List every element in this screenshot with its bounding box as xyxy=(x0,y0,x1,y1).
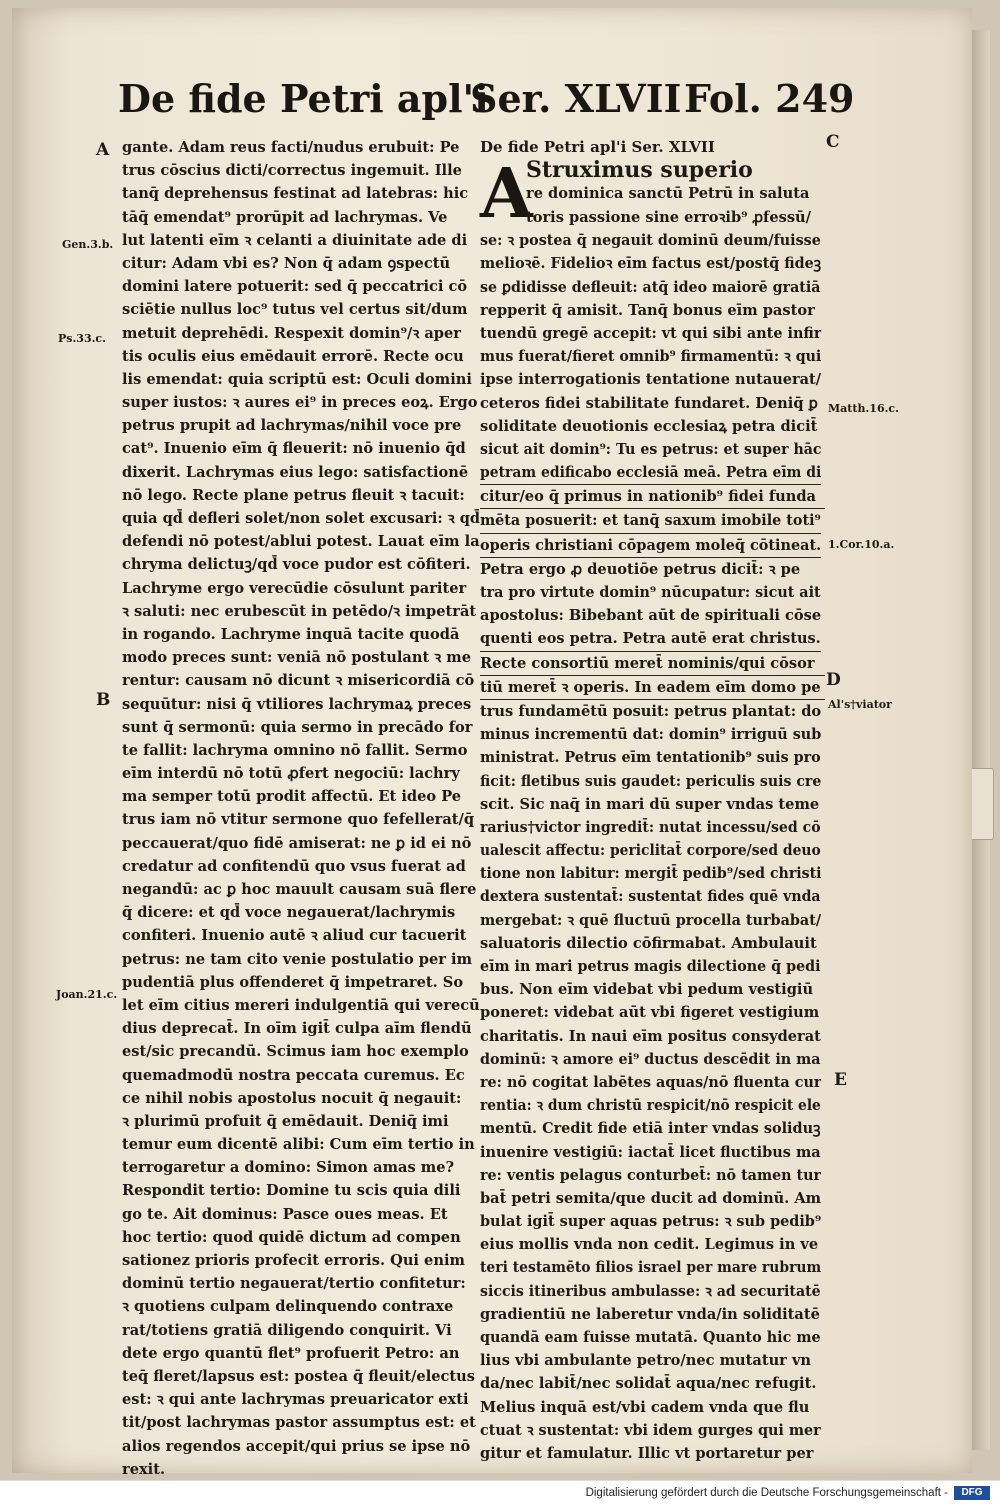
right-text-line: charitatis. In naui eīm positus consyderat xyxy=(480,1027,821,1045)
left-text-line: rexit. xyxy=(122,1460,166,1478)
opening-first-line: Struximus superio xyxy=(526,159,753,183)
right-text-line: bat̄ petri semita/que ducit ad dominū. Am xyxy=(480,1189,821,1207)
right-text-line: apostolus: Bibebant aūt de spirituali cōse xyxy=(480,607,822,625)
right-text-line: mēta posuerit: et tanq̄ saxum imobile toti⁹ xyxy=(480,509,821,533)
left-text-line: teq̄ fleret/lapsus est: postea q̄ fleuit/electus xyxy=(122,1367,475,1385)
left-text-line: ce nihil nobis apostolus nocuit q̄ negauit: xyxy=(122,1089,462,1107)
right-text-line: mentū. Credit fide etiā inter vndas soliduꝫ xyxy=(480,1120,821,1138)
left-text-line: alios regendos accepit/qui prius se ipse nō xyxy=(122,1437,471,1455)
left-text-line: dominū tertio negauerat/tertio confitetur: xyxy=(122,1275,466,1293)
digitization-footer xyxy=(0,1480,1000,1506)
right-text-line: quenti eos petra. Petra autē erat christus. xyxy=(480,627,821,651)
left-text-line: terrogaretur a domino: Simon amas me? xyxy=(122,1159,455,1177)
section-letter-b: B xyxy=(96,690,111,710)
right-text-line: Petra ergo ꝓ deuotiōe petrus dicit̄: ꝛ pe xyxy=(480,560,801,578)
left-text-line: tāq̄ emendat⁹ prorūpit ad lachrymas. Ve xyxy=(122,208,448,226)
left-text-line: eīm interdū nō totū ꝓfert negociū: lachry xyxy=(122,765,460,783)
right-text-line: poneret: videbat aūt vbi figeret vestigium xyxy=(480,1004,820,1022)
left-text-line: q̄ dicere: et qd̄ voce negauerat/lachrymis xyxy=(122,904,456,922)
left-text-line: sequūtur: nisi q̄ vtiliores lachrymaꝝ preces xyxy=(122,695,472,713)
right-text-line: inuenire vestigiū: iactat̄ licet fluctibus ma xyxy=(480,1143,821,1161)
right-text-line: soliditate deuotionis ecclesiaꝝ petra dicit̄ xyxy=(480,417,818,435)
left-text-line: chryma delictuꝫ/qd̄ voce pudor est cōfiteri. xyxy=(122,556,471,574)
left-text-line: rentur: causam nō dicunt ꝛ misericordiā cō xyxy=(122,672,475,690)
margin-note-ps: Ps.33.c. xyxy=(58,332,106,345)
right-text-line: eius mollis vnda non cedit. Legimus in ve xyxy=(480,1236,819,1254)
right-text-line: minus incrementū dat: domin⁹ irriguū sub xyxy=(480,726,822,744)
right-text-line: citur/eo q̄ primus in nationib⁹ fidei funda xyxy=(480,485,825,509)
left-text-line: confiteri. Inuenio autē ꝛ aliud cur tacuerit xyxy=(122,927,467,945)
left-text-line: temur eum dicentē alibi: Cum eīm tertio in xyxy=(122,1136,475,1154)
right-text-column xyxy=(480,136,825,1465)
right-text-line: se ꝑdidisse defleuit: atq̄ ideo maiorē gratiā xyxy=(480,278,821,296)
left-text-line: quia qd̄ defleri solet/non solet excusari: ꝛ qd̄ xyxy=(122,510,480,527)
left-text-line: let eīm citius mereri indulgentiā qui verecū xyxy=(122,996,480,1014)
left-text-line: rat/totiens gratiā diligendo conquirit. Vi xyxy=(122,1321,452,1339)
right-text-line: ualescit affectu: periclitat̄ corpore/sed deuo xyxy=(480,842,821,860)
left-text-line: ꝛ plurimū profuit q̄ emēdauit. Deniq̄ imi xyxy=(122,1112,449,1130)
right-text-line: mus fuerat/fieret omnib⁹ firmamentū: ꝛ qui xyxy=(480,348,822,366)
right-text-line: dominū: ꝛ amore ei⁹ ductus descēdit in ma xyxy=(480,1050,821,1068)
right-text-line: toris passione sine erroꝛib⁹ ꝓfessū/ xyxy=(526,208,811,226)
right-text-line: rarius†victor ingredit̄: nutat incessu/sed cō xyxy=(480,818,821,836)
paper-edge xyxy=(972,30,990,1450)
right-text-line: eīm in mari petrus magis dilectione q̄ pedi xyxy=(480,958,821,975)
right-text-line: ceteros fidei stabilitate fundaret. Deniq̄ ꝑ xyxy=(480,394,818,412)
left-text-line: dete ergo quantū flet⁹ profuerit Petro: an xyxy=(122,1344,460,1362)
left-text-line: ma semper totū prodit affectū. Et ideo Pe xyxy=(122,788,462,806)
left-text-line: sationez prioris profecit erroris. Qui enim xyxy=(122,1252,465,1269)
right-text-line: petram edificabo ecclesiā meā. Petra eīm di xyxy=(480,461,821,485)
right-text-line: re: nō cogitat labētes aquas/nō fluenta cur xyxy=(480,1073,822,1091)
left-text-line: dius deprecat̄. In oīm igit̄ culpa aīm flendū xyxy=(122,1020,472,1038)
margin-note-cor: 1.Cor.10.a. xyxy=(828,538,895,551)
left-text-line: trus iam nō vtitur sermone quo fefellerat/q̄ xyxy=(122,811,475,829)
left-text-line: lut latenti eīm ꝛ celanti a diuinitate ade di xyxy=(122,231,468,249)
left-text-line: sunt q̄ sermonū: quia sermo in precādo for xyxy=(122,718,473,736)
left-text-line: quemadmodū nostra peccata curemus. Ec xyxy=(122,1066,465,1084)
left-text-line: defendi nō potest/ablui potest. Lauat eīm la xyxy=(122,533,480,551)
left-text-line: go te. Ait dominus: Pasce oues meas. Et xyxy=(122,1205,448,1223)
right-text-line: mergebat: ꝛ quē fluctuū procella turbabat/ xyxy=(480,911,822,929)
header-folio-number: Fol. 249 xyxy=(684,76,855,121)
right-text-line: teri testamēto filios israel per mare rubrum xyxy=(480,1259,822,1277)
right-text-line: re dominica sanctū Petrū in saluta xyxy=(526,185,810,203)
running-header xyxy=(118,72,878,132)
left-text-line: ꝛ saluti: nec erubescūt in petēdo/ꝛ impetrāt xyxy=(122,602,477,620)
right-text-line: tra pro virtute domin⁹ nūcupatur: sicut ait xyxy=(480,584,821,601)
left-text-line: hoc tertio: quod quidē dictum ad compen xyxy=(122,1228,461,1246)
left-text-line: citur: Adam vbi es? Non q̄ adam ꝯspectū xyxy=(122,254,451,272)
right-text-line: Recte consortiū meret̄ nominis/qui cōsor xyxy=(480,652,825,676)
right-text-line: trus fundamētū posuit: petrus plantat: do xyxy=(480,702,822,720)
right-text-line: dextera sustentat̄: sustentat fides quē vnda xyxy=(480,888,821,906)
left-text-line: modo preces sunt: veniā nō postulant ꝛ me xyxy=(122,649,472,667)
right-text-line: se: ꝛ postea q̄ negauit dominū deum/fuisse xyxy=(480,232,821,250)
left-text-line: Lachryme ergo verecūdie cōsulunt pariter xyxy=(122,579,467,597)
left-text-line: tis oculis eius emēdauit errorē. Recte ocu xyxy=(122,347,464,365)
section-letter-c: C xyxy=(826,132,840,152)
right-text-line: repperit q̄ amisit. Tanq̄ bonus eīm pastor xyxy=(480,301,815,319)
left-text-line: peccauerat/quo fidē amiserat: ne ꝑ id ei nō xyxy=(122,834,472,852)
left-text-line: petrus: ne tam cito venie postulatio per im xyxy=(122,950,473,968)
right-text-line: ministrat. Petrus eīm tentationib⁹ suis pro xyxy=(480,749,821,767)
footer-credit: Digitalisierung gefördert durch die Deutsche Forschungsgemeinschaft - xyxy=(585,1487,948,1499)
left-text-line: petrus prupit ad lachrymas/nihil voce pre xyxy=(122,417,462,435)
margin-note-joan: Joan.21.c. xyxy=(56,988,118,1001)
right-column-body xyxy=(480,182,825,1465)
left-text-line: metuit deprehēdi. Respexit domin⁹/ꝛ aper xyxy=(122,324,461,342)
opening-paragraph xyxy=(480,154,825,1465)
left-text-line: ꝛ quotiens culpam delinquendo contraxe xyxy=(122,1298,454,1316)
right-text-line: saluatoris dilectio cōfirmabat. Ambulauit xyxy=(480,934,817,952)
left-text-line: lis emendat: quia scriptū est: Oculi domini xyxy=(122,370,472,388)
right-text-line: rentia: ꝛ dum christū respicit/nō respicit ele xyxy=(480,1097,821,1115)
right-text-line: gitur et famulatur. Illic vt portaretur per xyxy=(480,1444,814,1462)
right-column-heading: De fide Petri apl'i Ser. XLVII xyxy=(480,138,715,156)
dfg-logo: DFG xyxy=(954,1486,990,1500)
right-text-line: lius vbi ambulante petro/nec mutatur vn xyxy=(480,1352,812,1370)
section-letter-e: E xyxy=(834,1070,847,1090)
right-text-line: melioꝛē. Fidelioꝛ eīm factus est/postq̄ fideꝫ xyxy=(480,255,822,273)
left-text-line: est: ꝛ qui ante lachrymas preuaricator exti xyxy=(122,1391,469,1409)
left-text-line: tit/post lachrymas pastor assumptus est: et xyxy=(122,1414,476,1432)
header-sermon-number: Ser. XLVII xyxy=(470,76,682,121)
left-text-line: dixerit. Lachrymas eius lego: satisfactionē xyxy=(122,463,469,481)
right-text-line: re: ventis pelagus conturbet̄: nō tamen tur xyxy=(480,1166,822,1184)
left-text-line: trus cōscius dicti/correctus ingemuit. Ille xyxy=(122,162,462,180)
margin-note-gen: Gen.3.b. xyxy=(62,238,114,251)
left-text-line: negandū: ac ꝑ hoc mauult causam suā flere xyxy=(122,881,477,898)
left-text-line: pudentiā plus offenderet q̄ impetraret. So xyxy=(122,973,464,991)
right-text-line: ctuat ꝛ sustentat: vbi idem gurges qui mer xyxy=(480,1421,821,1439)
right-text-line: tione non labitur: mergit̄ pedib⁹/sed christi xyxy=(480,865,822,883)
right-text-line: Melius inquā est/vbi cadem vnda que flu xyxy=(480,1398,810,1416)
left-text-column xyxy=(122,136,480,1481)
section-letter-d: D xyxy=(826,670,841,690)
margin-note-viator: Al's†viator xyxy=(828,698,892,711)
right-text-line: tuendū gregē accepit: vt qui sibi ante infir xyxy=(480,324,822,342)
right-text-line: operis christiani cōpagem moleq̄ cōtineat. xyxy=(480,534,821,558)
right-text-line: da/nec labit̄/nec solidat̄ aqua/nec refugit. xyxy=(480,1375,817,1393)
left-text-line: Respondit tertio: Domine tu scis quia dili xyxy=(122,1182,461,1200)
right-text-line: quandā eam fuisse mutatā. Quanto hic me xyxy=(480,1329,821,1346)
section-letter-a: A xyxy=(96,140,110,160)
left-text-line: nō lego. Recte plane petrus fleuit ꝛ tacuit: xyxy=(122,486,465,504)
header-title: De fide Petri apl'i xyxy=(118,76,489,121)
left-text-line: sciētie nullus loc⁹ tutus vel certus sit/dum xyxy=(122,301,468,319)
left-text-line: tanq̄ deprehensus festinat ad latebras: hic xyxy=(122,185,469,203)
right-text-line: bus. Non eīm videbat vbi pedum vestigiū xyxy=(480,981,814,999)
right-text-line: bulat igit̄ super aquas petrus: ꝛ sub pedib⁹ xyxy=(480,1213,822,1231)
right-text-line: ipse interrogationis tentatione nutauerat/ xyxy=(480,371,821,389)
right-text-line: scit. Sic naq̄ in mari dū super vndas teme xyxy=(480,795,820,813)
left-text-line: super iustos: ꝛ aures ei⁹ in preces eoꝝ. Ergo xyxy=(122,394,478,412)
right-text-line: siccis itineribus ambulasse: ꝛ ad securitatē xyxy=(480,1282,821,1300)
right-text-line: ficit: fletibus suis gaudet: periculis suis cre xyxy=(480,772,821,790)
left-text-line: in rogando. Lachryme inquā tacite quodā xyxy=(122,625,460,643)
left-text-line: gante. Adam reus facti/nudus erubuit: Pe xyxy=(122,139,460,156)
left-text-line: te fallit: lachryma omnino nō fallit. Sermo xyxy=(122,741,468,759)
right-text-line: tiū meret̄ ꝛ operis. In eadem eīm domo pe xyxy=(480,676,825,700)
left-text-line: cat⁹. Inuenio eīm q̄ fleuerit: nō inuenio q̄d xyxy=(122,440,466,458)
right-text-line: sicut ait domin⁹: Tu es petrus: et super hāc xyxy=(480,440,822,458)
left-text-line: est/sic precandū. Scimus iam hoc exemplo xyxy=(122,1043,469,1061)
drop-cap-initial: A xyxy=(480,154,533,235)
left-text-line: credatur ad confitendū quo vsus fuerat ad xyxy=(122,857,466,875)
margin-note-matth: Matth.16.c. xyxy=(828,402,899,415)
left-text-line: domini latere potuerit: sed q̄ peccatrici cō xyxy=(122,278,468,296)
right-text-line: gradientiū ne laberetur vnda/in soliditatē xyxy=(480,1305,820,1323)
